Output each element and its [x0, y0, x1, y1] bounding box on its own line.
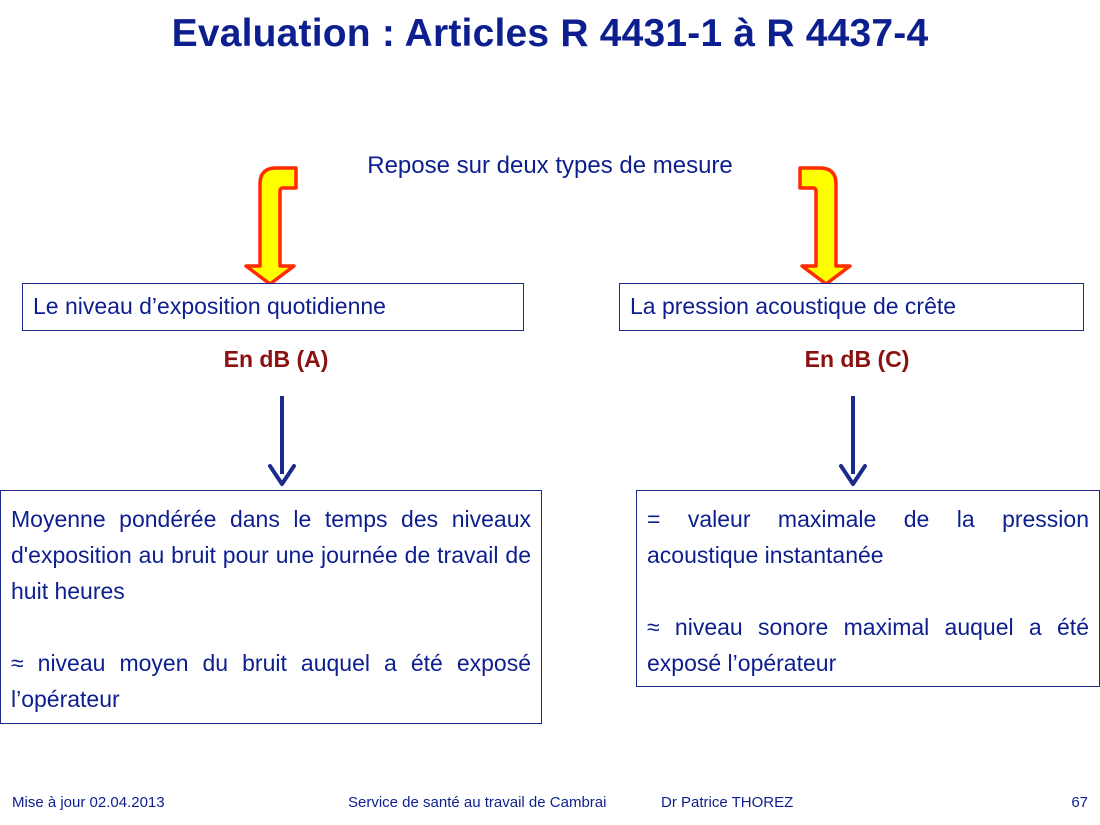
daily-exposure-heading: Le niveau d’exposition quotidienne: [33, 293, 386, 319]
footer-author: Dr Patrice THOREZ: [661, 794, 794, 811]
down-arrow-left-icon: [270, 396, 294, 484]
footer-page-number: 67: [1071, 794, 1088, 811]
peak-pressure-definition-box: [636, 490, 1100, 687]
daily-exposure-definition-box: [0, 490, 542, 724]
daily-exposure-approximation: ≈ niveau moyen du bruit auquel a été exposé l’opérateur: [11, 650, 531, 712]
subtitle: Repose sur deux types de mesure: [367, 152, 733, 179]
daily-exposure-definition: Moyenne pondérée dans le temps des niveaux d'exposition au bruit pour une journée de travail de huit heures: [11, 506, 531, 604]
curved-arrow-right-icon: [800, 168, 850, 284]
peak-pressure-heading: La pression acoustique de crête: [630, 293, 957, 319]
peak-pressure-unit: En dB (C): [804, 346, 910, 372]
daily-exposure-unit: En dB (A): [223, 346, 329, 372]
down-arrow-right-icon: [841, 396, 865, 484]
peak-pressure-approximation: ≈ niveau sonore maximal auquel a été exposé l’opérateur: [647, 614, 1089, 676]
footer-service: Service de santé au travail de Cambrai: [348, 794, 607, 811]
footer-updated: Mise à jour 02.04.2013: [12, 794, 165, 811]
curved-arrow-left-icon: [246, 168, 296, 284]
page-title: Evaluation : Articles R 4431-1 à R 4437-4: [171, 12, 929, 55]
peak-pressure-box: [619, 283, 1084, 331]
daily-exposure-box: [22, 283, 524, 331]
peak-pressure-definition: = valeur maximale de la pression acoustique instantanée: [647, 506, 1089, 568]
